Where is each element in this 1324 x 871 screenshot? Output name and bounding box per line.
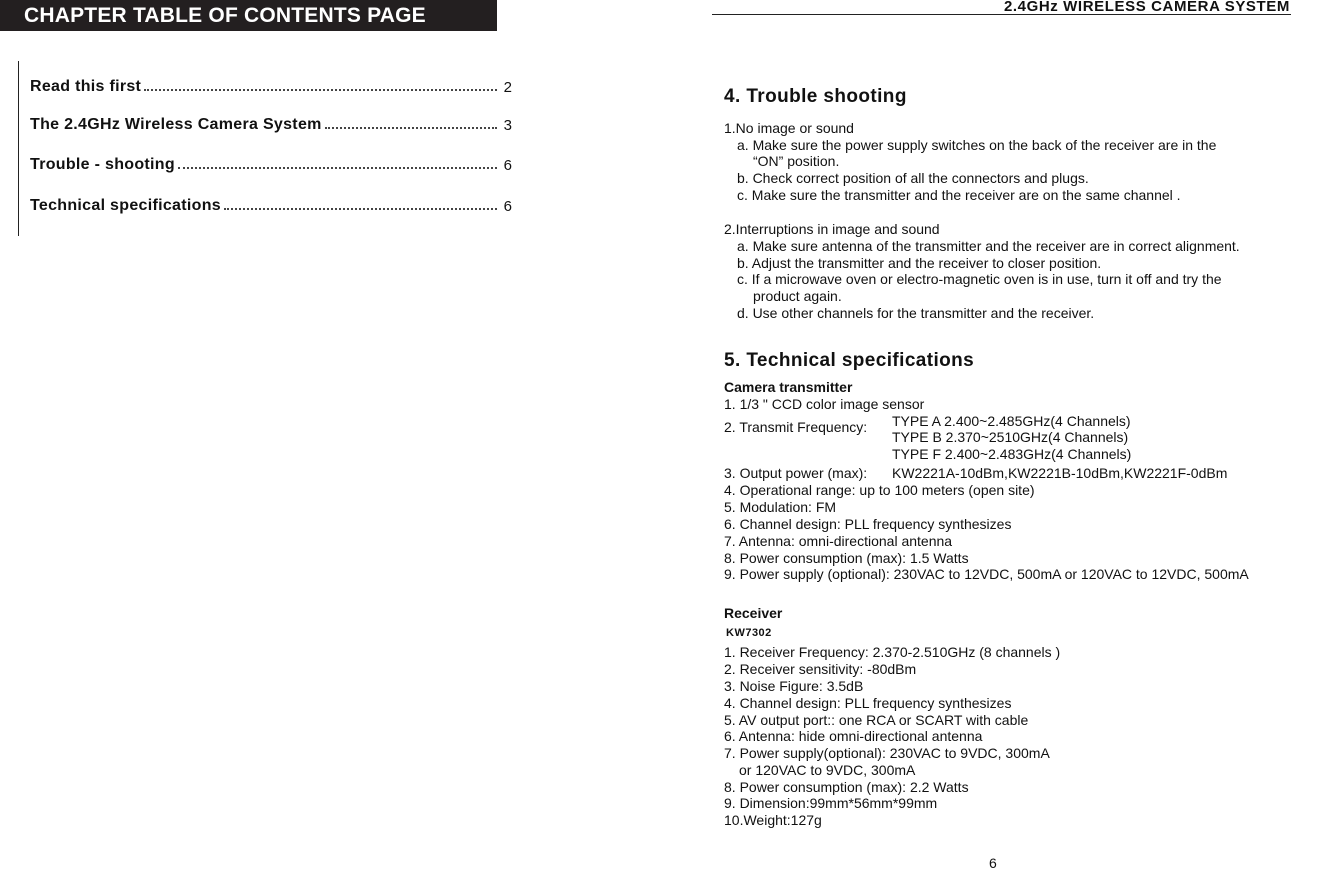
spec-line: 7. Antenna: omni-directional antenna [724, 533, 953, 549]
spec-line: 6. Channel design: PLL frequency synthesizes [724, 516, 1012, 532]
spec-line: 9. Power supply (optional): 230VAC to 12VDC, 500mA or 120VAC to 12VDC, 500mA [724, 566, 1249, 582]
receiver-title: Receiver [724, 605, 783, 621]
toc-entry-title: Technical specifications [30, 197, 221, 214]
spec-line: 3. Output power (max): [724, 465, 868, 481]
spec-line-value: TYPE F 2.400~2.483GHz(4 Channels) [892, 446, 1132, 462]
section-heading-troubleshooting: 4. Trouble shooting [724, 86, 907, 107]
spec-line: 5. AV output port:: one RCA or SCART with cable [724, 712, 1029, 728]
trouble-subitem: c. If a microwave oven or electro-magnetic oven is in use, turn it off and try the [737, 271, 1222, 287]
trouble-subitem: a. Make sure antenna of the transmitter and the receiver are in correct alignment. [737, 238, 1240, 254]
spec-line-value: TYPE B 2.370~2510GHz(4 Channels) [892, 429, 1129, 445]
section-heading-specs: 5. Technical specifications [724, 350, 975, 371]
toc-leader-dots [178, 167, 497, 169]
toc-entry-page: 6 [503, 198, 512, 215]
toc-entry-title: The 2.4GHz Wireless Camera System [30, 116, 322, 133]
trouble-subitem: b. Check correct position of all the connectors and plugs. [737, 170, 1089, 186]
spec-line: 2. Receiver sensitivity: -80dBm [724, 661, 917, 677]
trouble-subitem: c. Make sure the transmitter and the receiver are on the same channel . [737, 187, 1181, 203]
spec-line: 5. Modulation: FM [724, 499, 837, 515]
trouble-subitem-cont: product again. [753, 288, 842, 304]
spec-line: 7. Power supply(optional): 230VAC to 9VDC, 300mA [724, 745, 1050, 761]
spec-line-value: KW2221A-10dBm,KW2221B-10dBm,KW2221F-0dBm [892, 465, 1228, 481]
trouble-item: 2.Interruptions in image and sound [724, 221, 940, 237]
trouble-subitem: d. Use other channels for the transmitter and the receiver. [737, 305, 1095, 321]
camera-transmitter-title: Camera transmitter [724, 379, 853, 395]
toc-entry-title: Read this first [30, 78, 142, 95]
receiver-model: KW7302 [726, 627, 772, 639]
spec-line: 1. Receiver Frequency: 2.370-2.510GHz (8 channels ) [724, 644, 1061, 660]
toc-entry-page: 6 [503, 157, 512, 174]
toc-leader-dots [325, 127, 497, 129]
toc-vertical-rule [18, 61, 19, 236]
trouble-subitem-cont: “ON” position. [753, 153, 840, 169]
toc-entry[interactable] [30, 112, 512, 134]
trouble-item: 1.No image or sound [724, 120, 854, 136]
toc-entry-page: 2 [503, 79, 512, 96]
toc-leader-dots [224, 208, 497, 210]
spec-line: 3. Noise Figure: 3.5dB [724, 678, 864, 694]
spec-line: 2. Transmit Frequency: [724, 419, 868, 435]
spec-line-cont: or 120VAC to 9VDC, 300mA [739, 762, 916, 778]
spec-line-value: TYPE A 2.400~2.485GHz(4 Channels) [892, 413, 1131, 429]
toc-banner: CHAPTER TABLE OF CONTENTS PAGE [0, 0, 497, 31]
spec-line: 9. Dimension:99mm*56mm*99mm [724, 795, 938, 811]
toc-entry[interactable] [30, 74, 512, 96]
page-number: 6 [989, 855, 997, 871]
spec-line: 8. Power consumption (max): 2.2 Watts [724, 779, 969, 795]
spec-line: 10.Weight:127g [724, 812, 822, 828]
running-header: 2.4GHz WIRELESS CAMERA SYSTEM [1003, 0, 1290, 15]
toc-entry[interactable] [30, 152, 512, 174]
spec-line: 1. 1/3 " CCD color image sensor [724, 396, 925, 412]
toc-entry[interactable] [30, 193, 512, 215]
spec-line: 8. Power consumption (max): 1.5 Watts [724, 550, 969, 566]
spec-line: 4. Operational range: up to 100 meters (open site) [724, 482, 1035, 498]
trouble-subitem: a. Make sure the power supply switches on the back of the receiver are in the [737, 137, 1217, 153]
spec-line: 4. Channel design: PLL frequency synthesizes [724, 695, 1012, 711]
trouble-subitem: b. Adjust the transmitter and the receiver to closer position. [737, 255, 1102, 271]
toc-entry-title: Trouble - shooting [30, 156, 175, 173]
spec-line: 6. Antenna: hide omni-directional antenna [724, 728, 983, 744]
toc-leader-dots [144, 89, 497, 91]
toc-entry-page: 3 [503, 117, 512, 134]
